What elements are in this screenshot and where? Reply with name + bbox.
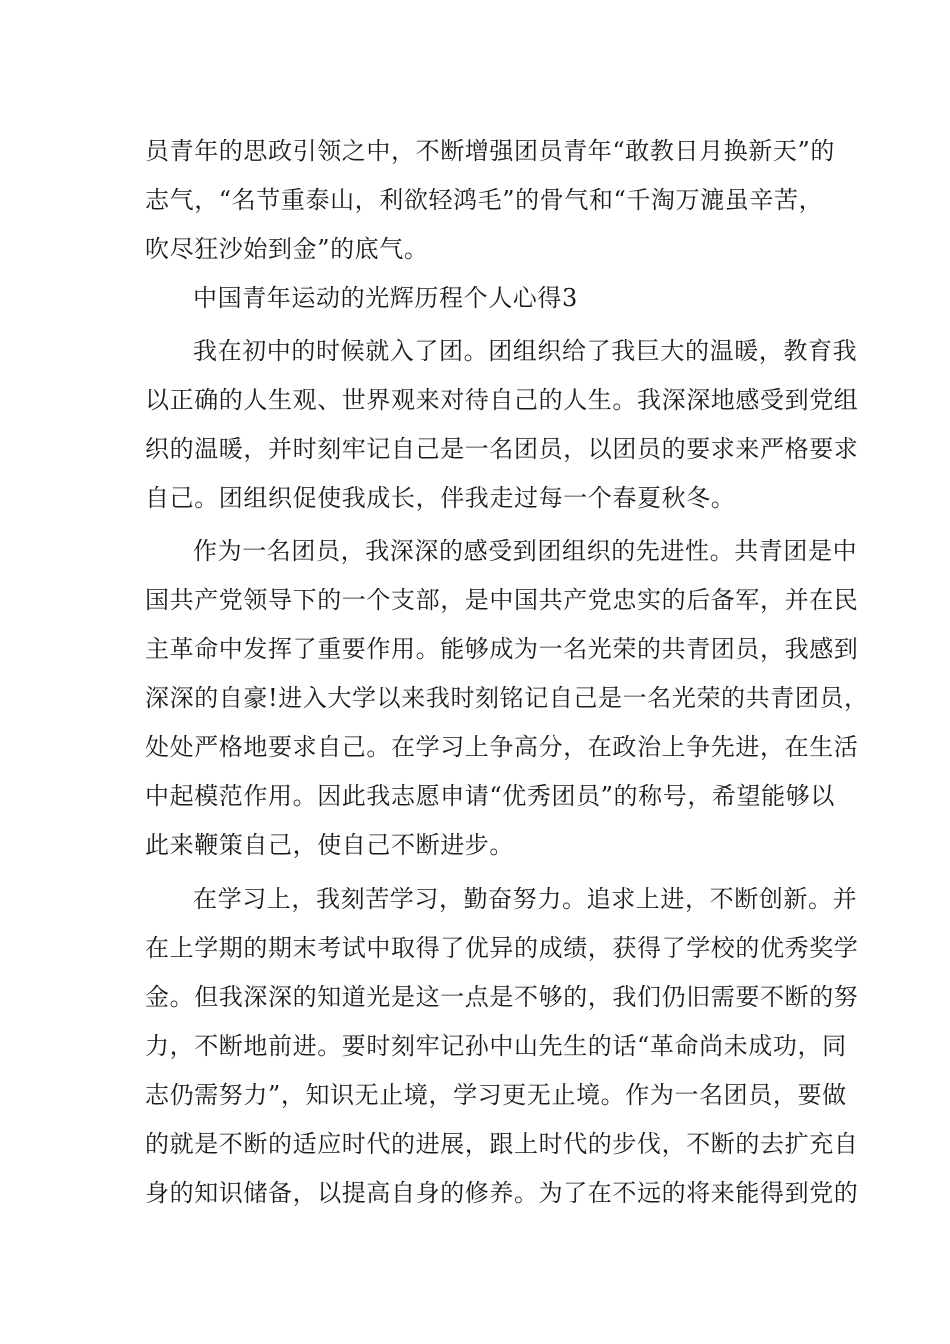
text-line: 吹尽狂沙始到金”的底气。 <box>145 235 429 263</box>
text-line: 织的温暖，并时刻牢记自己是一名团员，以团员的要求来严格要求 <box>145 435 859 463</box>
section-heading: 中国青年运动的光辉历程个人心得3 <box>193 284 578 312</box>
text-line: 作为一名团员，我深深的感受到团组织的先进性。共青团是中 <box>193 537 858 565</box>
text-line: 的就是不断的适应时代的进展，跟上时代的步伐，不断的去扩充自 <box>145 1130 859 1158</box>
text-line: 我在初中的时候就入了团。团组织给了我巨大的温暖，教育我 <box>193 337 858 365</box>
text-line: 志气，“名节重泰山，利欲轻鸿毛”的骨气和“千淘万漉虽辛苦， <box>145 186 824 214</box>
text-line: 主革命中发挥了重要作用。能够成为一名光荣的共青团员，我感到 <box>145 635 859 663</box>
text-line: 员青年的思政引领之中，不断增强团员青年“敢教日月换新天”的 <box>145 137 835 165</box>
text-line: 力，不断地前进。要时刻牢记孙中山先生的话“革命尚未成功，同 <box>145 1032 847 1060</box>
text-line: 在学习上，我刻苦学习，勤奋努力。追求上进，不断创新。并 <box>193 885 858 913</box>
text-line: 志仍需努力”，知识无止境，学习更无止境。作为一名团员，要做 <box>145 1081 847 1109</box>
text-line: 此来鞭策自己，使自己不断进步。 <box>145 831 514 859</box>
text-line: 深深的自豪!进入大学以来我时刻铭记自己是一名光荣的共青团员， <box>145 684 869 712</box>
text-line: 金。但我深深的知道光是这一点是不够的，我们仍旧需要不断的努 <box>145 983 859 1011</box>
text-line: 以正确的人生观、世界观来对待自己的人生。我深深地感受到党组 <box>145 386 859 414</box>
text-line: 中起模范作用。因此我志愿申请“优秀团员”的称号，希望能够以 <box>145 782 835 810</box>
text-line: 身的知识储备，以提高自身的修养。为了在不远的将来能得到党的 <box>145 1179 859 1207</box>
text-line: 国共产党领导下的一个支部，是中国共产党忠实的后备军，并在民 <box>145 586 859 614</box>
text-line: 在上学期的期末考试中取得了优异的成绩，获得了学校的优秀奖学 <box>145 934 859 962</box>
text-line: 自己。团组织促使我成长，伴我走过每一个春夏秋冬。 <box>145 484 736 512</box>
text-line: 处处严格地要求自己。在学习上争高分，在政治上争先进，在生活 <box>145 733 859 761</box>
